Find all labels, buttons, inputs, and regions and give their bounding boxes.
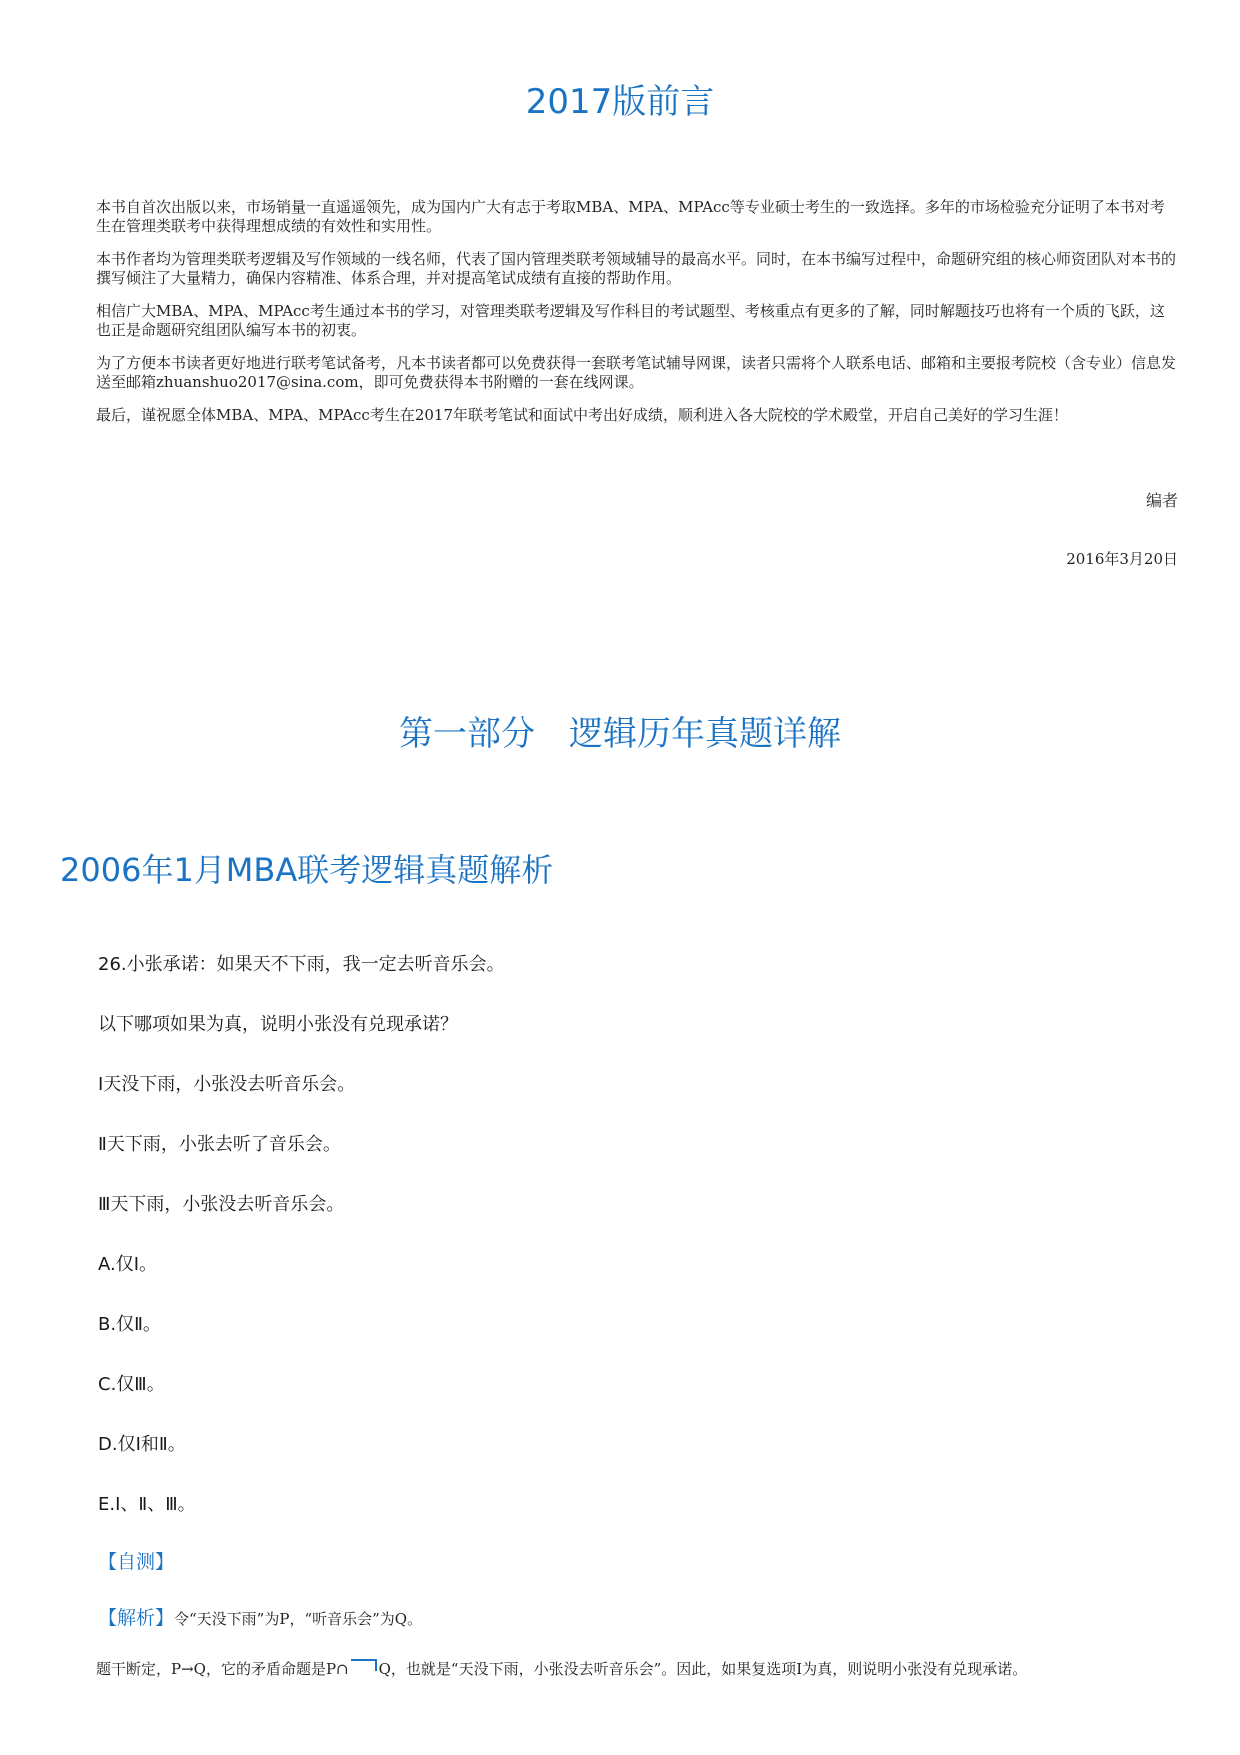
part-heading [0, 706, 1240, 755]
question-prompt: 以下哪项如果为真，说明小张没有兑现承诺？ [98, 1014, 458, 1035]
exam-title: 2006年1月MBA联考逻辑真题解析 [60, 851, 554, 889]
preface-signature: 编者 [1145, 491, 1178, 510]
option-item: C.仅Ⅲ。 [98, 1374, 165, 1395]
statement-item: Ⅱ天下雨，小张去听了音乐会。 [98, 1134, 341, 1155]
analysis-text: 令“天没下雨”为P，“听音乐会”为Q。 [174, 1610, 423, 1628]
explanation-part-2: Q，也就是“天没下雨，小张没去听音乐会”。因此，如果复选项Ⅰ为真，则说明小张没有兑现承诺。 [378, 1660, 1028, 1678]
preface-paragraph: 最后，谨祝愿全体MBA、MPA、MPAcc考生在2017年联考笔试和面试中考出好成绩，顺利进入各大院校的学术殿堂，开启自己美好的学习生涯！ [96, 406, 1069, 424]
part-title: 逻辑历年真题详解 [569, 714, 841, 754]
preface-date: 2016年3月20日 [1066, 550, 1178, 568]
preface-paragraph: 本书作者均为管理类联考逻辑及写作领域的一线名师，代表了国内管理类联考领域辅导的最高水平。同时，在本书编写过程中，命题研究组的核心师资团队对本书的撰写倾注了大量精力，确保内容精准、体系合理，并对提高笔试成绩有直接的帮助作用。 [96, 250, 1177, 287]
negation-symbol-icon [351, 1659, 377, 1671]
question-stem: 26.小张承诺：如果天不下雨，我一定去听音乐会。 [98, 954, 505, 975]
preface-paragraph: 相信广大MBA、MPA、MPAcc考生通过本书的学习，对管理类联考逻辑及写作科目的考试题型、考核重点有更多的了解，同时解题技巧也将有一个质的飞跃，这也正是命题研究组团队编写本书的初衷。 [96, 302, 1165, 339]
preface-paragraph: 本书自首次出版以来，市场销量一直遥遥领先，成为国内广大有志于考取MBA、MPA、MPAcc等专业硕士考生的一致选择。多年的市场检验充分证明了本书对考生在管理类联考中获得理想成绩的有效性和实用性。 [96, 198, 1165, 235]
statement-item: Ⅲ天下雨，小张没去听音乐会。 [98, 1194, 345, 1215]
option-item: B.仅Ⅱ。 [98, 1314, 161, 1335]
analysis-line [98, 1603, 422, 1630]
part-label: 第一部分 [399, 714, 535, 754]
preface-title: 2017版前言 [525, 82, 715, 122]
self-test-label: 【自测】 [98, 1551, 175, 1573]
statement-item: Ⅰ天没下雨，小张没去听音乐会。 [98, 1074, 356, 1095]
option-item: E.Ⅰ、Ⅱ、Ⅲ。 [98, 1494, 196, 1515]
analysis-explanation [96, 1658, 1186, 1679]
option-item: D.仅Ⅰ和Ⅱ。 [98, 1434, 186, 1455]
option-item: A.仅Ⅰ。 [98, 1254, 158, 1275]
analysis-label: 【解析】 [98, 1607, 175, 1629]
preface-body [96, 198, 1176, 439]
explanation-part-1: 题干断定，P→Q，它的矛盾命题是P∩ [96, 1660, 349, 1678]
preface-paragraph: 为了方便本书读者更好地进行联考笔试备考，凡本书读者都可以免费获得一套联考笔试辅导网课，读者只需将个人联系电话、邮箱和主要报考院校（含专业）信息发送至邮箱zhuanshuo2017@sina.com，即可免费获得本书附赠的一套在线网课。 [96, 354, 1177, 391]
